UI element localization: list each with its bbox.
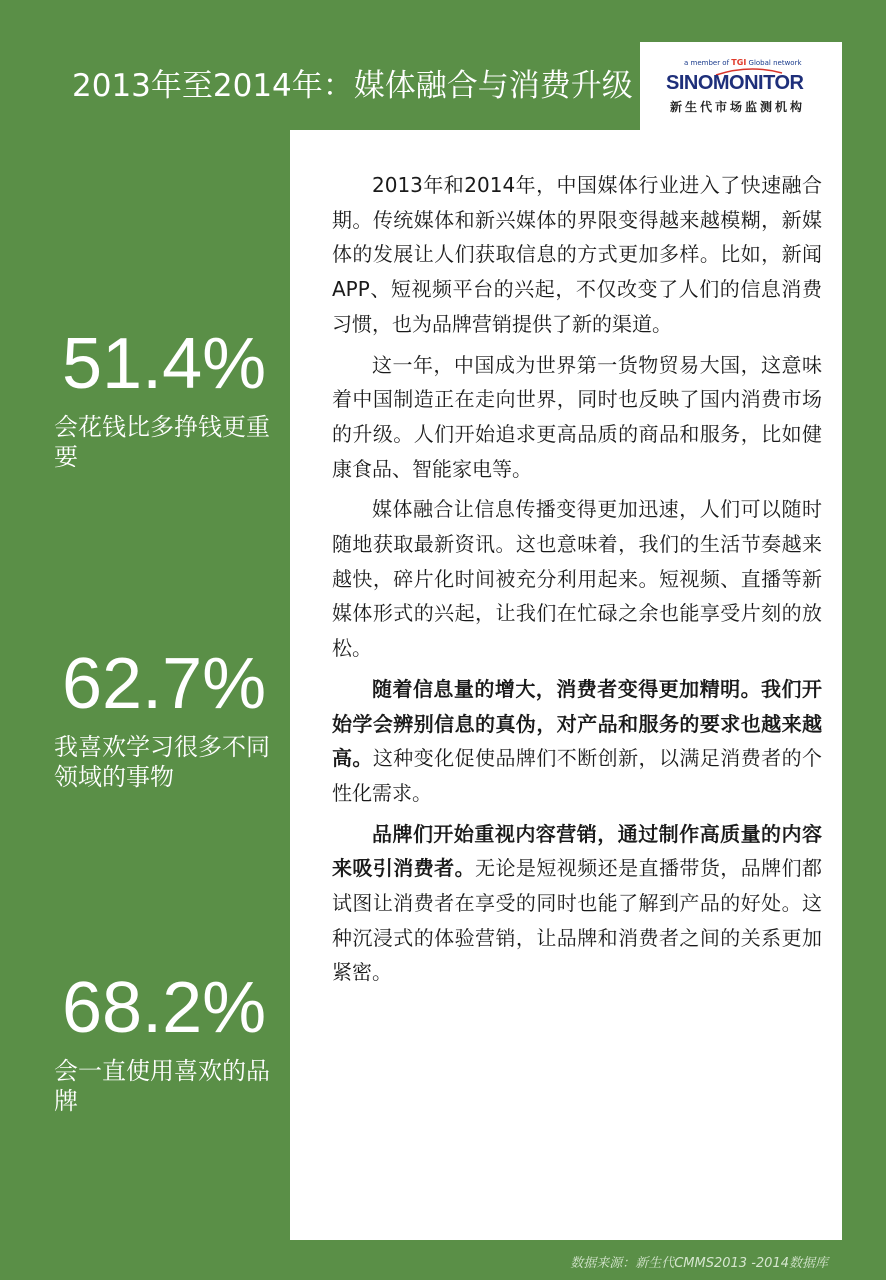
stat-block-1 — [54, 326, 274, 472]
paragraph-text: 这一年，中国成为世界第一货物贸易大国，这意味着中国制造正在走向世界，同时也反映了国内消费市场的升级。人们开始追求更高品质的商品和服务，比如健康食品、智能家电等。 — [332, 352, 822, 481]
stat-value: 62.7% — [62, 644, 267, 724]
stat-label: 会一直使用喜欢的品牌 — [54, 1057, 270, 1115]
stat-block-3 — [54, 970, 274, 1116]
sinomonitor-logo — [640, 42, 842, 132]
data-source-note: 数据来源：新生代CMMS2013 -2014数据库 — [570, 1256, 828, 1271]
paragraph-bold-lead: 品牌们开始重视内容营销，通过制作高质量的内容来吸引消费者。 — [332, 821, 822, 881]
logo-tagline-suffix: Global network — [748, 59, 802, 67]
paragraph-text: 无论是短视频还是直播带货，品牌们都试图让消费者在享受的同时也能了解到产品的好处。这种沉浸式的体验营销，让品牌和消费者之间的关系更加紧密。 — [332, 856, 823, 985]
logo-tagline-brand: TGI — [731, 58, 747, 67]
paragraph — [332, 817, 822, 991]
logo-subtitle: 新生代市场监测机构 — [670, 100, 806, 114]
stat-value: 51.4% — [62, 324, 267, 404]
logo-name: SINOMONITOR — [666, 72, 804, 94]
paragraph-bold-lead: 随着信息量的增大，消费者变得更加精明。我们开始学会辨别信息的真伪，对产品和服务的要求也越来越高。 — [332, 676, 822, 771]
stat-label: 我喜欢学习很多不同领域的事物 — [54, 733, 270, 791]
article-body — [332, 168, 822, 996]
logo-tagline-prefix: a member of — [684, 59, 730, 67]
stat-block-2 — [54, 646, 274, 792]
paragraph — [332, 168, 822, 342]
page-title: 2013年至2014年：媒体融合与消费升级 — [72, 68, 633, 104]
paragraph-text: 媒体融合让信息传播变得更加迅速，人们可以随时随地获取最新资讯。这也意味着，我们的生活节奏越来越快，碎片化时间被充分利用起来。短视频、直播等新媒体形式的兴起，让我们在忙碌之余也能享受片刻的放松。 — [332, 497, 822, 661]
paragraph-text: 这种变化促使品牌们不断创新，以满足消费者的个性化需求。 — [332, 746, 823, 805]
paragraph — [332, 672, 822, 811]
paragraph-text: 2013年和2014年，中国媒体行业进入了快速融合期。传统媒体和新兴媒体的界限变得越来越模糊，新媒体的发展让人们获取信息的方式更加多样。比如，新闻APP、短视频平台的兴起，不仅改变了人们的信息消费习惯，也为品牌营销提供了新的渠道。 — [332, 173, 822, 336]
stat-value: 68.2% — [62, 968, 267, 1048]
stat-label: 会花钱比多挣钱更重要 — [54, 413, 270, 471]
paragraph — [332, 348, 822, 487]
paragraph — [332, 492, 822, 666]
